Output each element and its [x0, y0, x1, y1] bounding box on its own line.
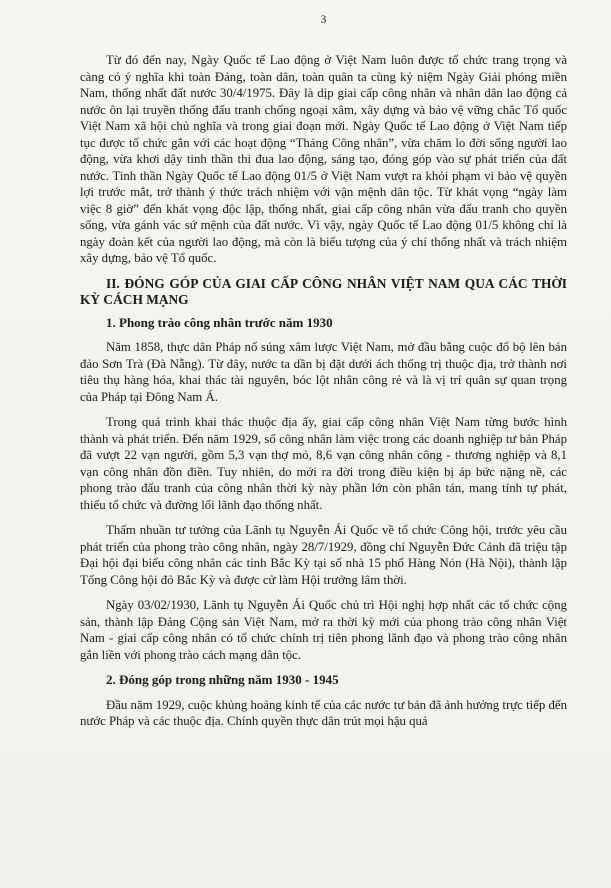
- page-number: 3: [320, 14, 327, 26]
- subsection-1-heading: 1. Phong trào công nhân trước năm 1930: [106, 314, 333, 330]
- subsection-2-heading: 2. Đóng góp trong những năm 1930 - 1945: [106, 672, 339, 687]
- section-heading: II. ĐÓNG GÓP CỦA GIAI CẤP CÔNG NHÂN VIỆT NAM QUA CÁC THỜI KỲ CÁCH MẠNG: [80, 275, 567, 307]
- subsection-1-paragraph: Thấm nhuần tư tưởng của Lãnh tụ Nguyễn Ái Quốc về tổ chức Công hội, trước yêu cầu phát triển của phong trào công nhân, ngày 28/7/1929, đồng chí Nguyễn Đức Cảnh đã triệu tập Đại hội đại biểu công nhân các tỉnh Bắc Kỳ tại số nhà 15 phố Hàng Nón (Hà Nội), thành lập Tổng Công hội đỏ Bắc Kỳ và được cử làm Hội trưởng lâm thời.: [80, 523, 567, 587]
- subsection-2-paragraph: Đầu năm 1929, cuộc khủng hoảng kinh tế của các nước tư bản đã ảnh hưởng trực tiếp đến nước Pháp và các thuộc địa. Chính quyền thực dân trút mọi hậu quả: [80, 697, 567, 728]
- subsection-1-paragraph: Trong quá trình khai thác thuộc địa ấy, giai cấp công nhân Việt Nam từng bước hình thành và phát triển. Đến năm 1929, số công nhân làm việc trong các doanh nghiệp tư bản Pháp đã vượt 22 vạn người, gồm 5,3 vạn thợ mỏ, 8,6 vạn công nhân công - thương nghiệp và 8,1 vạn công nhân đồn điền. Tuy nhiên, do mới ra đời trong điều kiện bị áp bức nặng nề, các phong trào đấu tranh của công nhân thời kỳ này phần lớn còn phân tán, mang tính tự phát, thiếu tổ chức và đường lối lãnh đạo thống nhất.: [80, 415, 567, 512]
- subsection-1-paragraph: Ngày 03/02/1930, Lãnh tụ Nguyễn Ái Quốc chủ trì Hội nghị hợp nhất các tổ chức cộng sản, thành lập Đảng Cộng sản Việt Nam, mở ra thời kỳ mới của phong trào công nhân Việt Nam - giai cấp công nhân có tổ chức chính trị tiên phong lãnh đạo và phong trào công nhân gắn liền với phong trào cách mạng dân tộc.: [80, 598, 567, 662]
- intro-paragraph: Từ đó đến nay, Ngày Quốc tế Lao động ở Việt Nam luôn được tổ chức trang trọng và càng có ý nghĩa khi toàn Đảng, toàn dân, toàn quân ta cùng kỷ niệm Ngày Giải phóng miền Nam, thống nhất đất nước 30/4/1975. Đây là dịp giai cấp công nhân và nhân dân lao động cả nước ôn lại truyền thống đấu tranh chống ngoại xâm, xây dựng và bảo vệ vững chắc Tổ quốc Việt Nam xã hội chủ nghĩa và trong giai đoạn mới. Ngày Quốc tế Lao động ở Việt Nam tiếp tục được tổ chức gắn với các hoạt động “Tháng Công nhân”, vừa chăm lo đời sống người lao động, vừa khơi dậy tinh thần thi đua lao động, sáng tạo, đóng góp vào sự phát triển của đất nước. Tinh thần Ngày Quốc tế Lao động 01/5 ở Việt Nam vượt ra khỏi phạm vi bảo vệ quyền lợi trước mắt, trở thành ý thức trách nhiệm với vận mệnh dân tộc. Từ khát vọng “ngày làm việc 8 giờ” đến khát vọng độc lập, thống nhất, giai cấp công nhân vừa đấu tranh cho quyền sống, vừa gánh vác sứ mệnh của đất nước. Vì vậy, ngày Quốc tế Lao động 01/5 không chỉ là ngày đoàn kết của người lao động, mà còn là biểu tượng của ý chí thống nhất và trách nhiệm xây dựng, bảo vệ Tổ quốc.: [80, 53, 567, 265]
- subsection-1-paragraph: Năm 1858, thực dân Pháp nổ súng xâm lược Việt Nam, mở đầu bằng cuộc đổ bộ lên bán đảo Sơn Trà (Đà Nẵng). Từ đây, nước ta dần bị đặt dưới ách thống trị thuộc địa, trở thành nơi tiêu thụ hàng hóa, khai thác tài nguyên, bóc lột nhân công rẻ và là vị trí quân sự quan trọng của Pháp tại Đông Nam Á.: [80, 340, 567, 404]
